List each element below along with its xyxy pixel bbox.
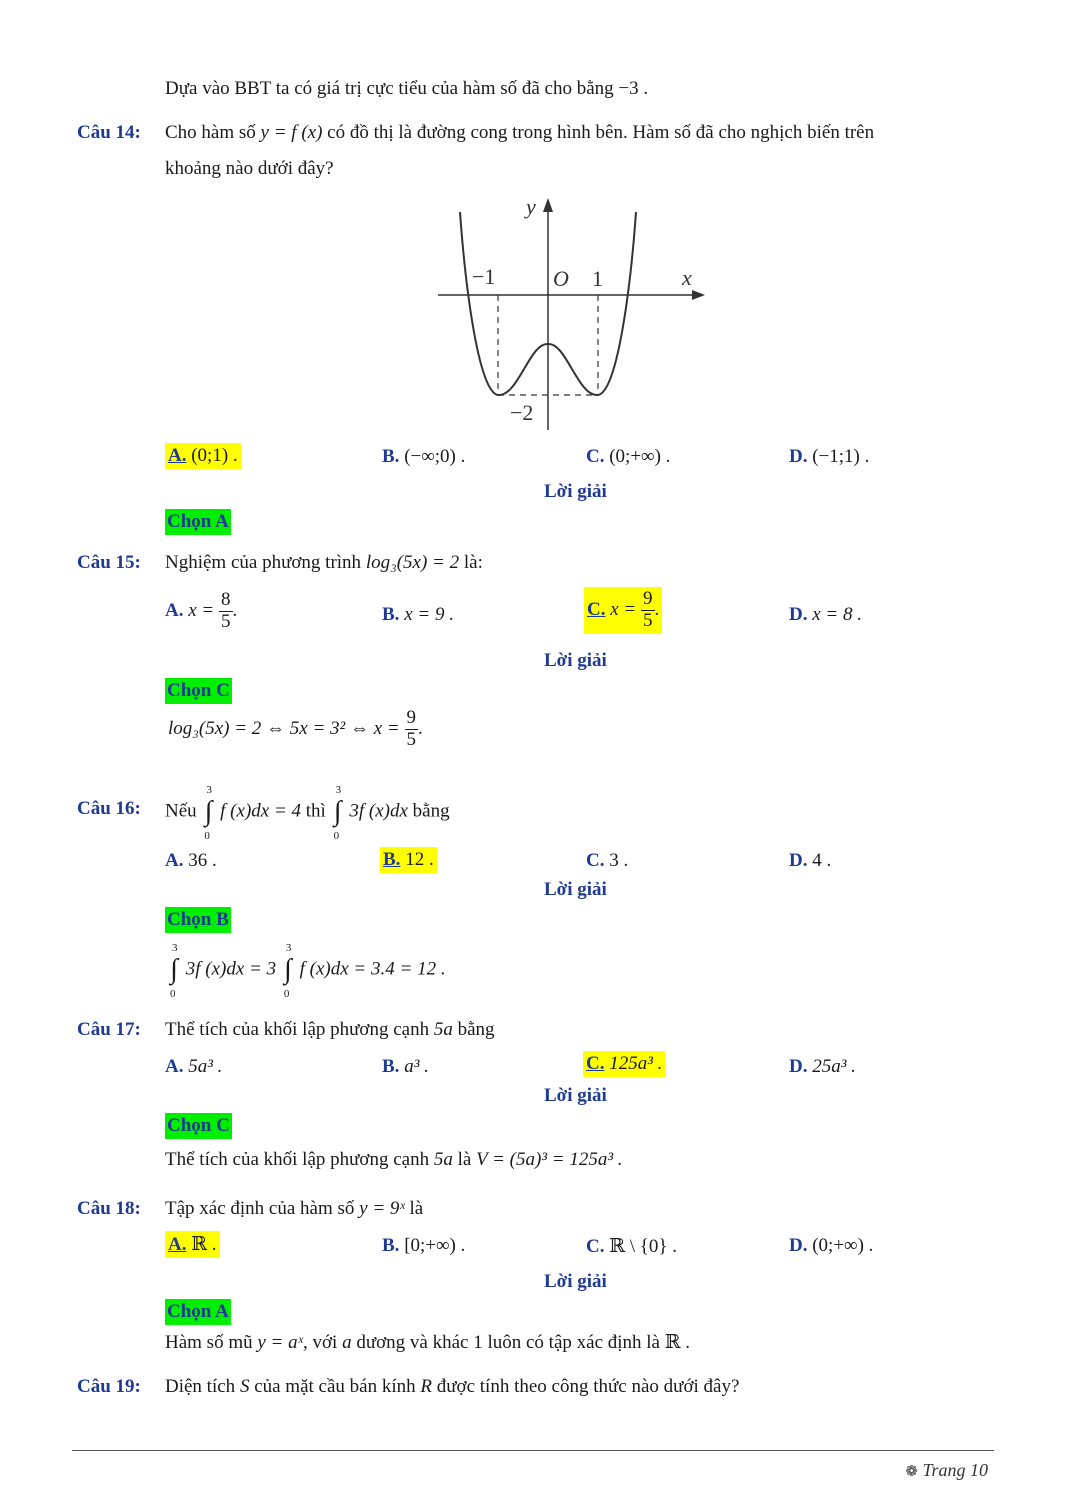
- q17-sol-eq: V = (5a)³ = 125a³ .: [476, 1149, 623, 1170]
- q14-text-pre: Cho hàm số: [165, 122, 256, 143]
- q14-graph: [430, 192, 720, 442]
- q15-sol-post: .: [418, 717, 423, 739]
- q16-text-mid: thì: [305, 800, 326, 822]
- q16-option-a[interactable]: [165, 850, 217, 872]
- q16-option-a-letter: A.: [165, 850, 184, 871]
- q17-label: Câu 17:: [77, 1019, 141, 1040]
- q19-text: [165, 1376, 739, 1398]
- intro-line: Dựa vào BBT ta có giá trị cực tiểu của hàm số đã cho bằng −3 .: [165, 78, 649, 99]
- q14-text: [165, 122, 874, 144]
- q17-sol-text: Thể tích của khối lập phương cạnh: [165, 1149, 430, 1170]
- q17-sol-var: 5a: [433, 1149, 453, 1170]
- q14-option-b-value: (−∞;0) .: [404, 446, 466, 467]
- q17-solution: [165, 1149, 623, 1171]
- page-number: Trang 10: [922, 1460, 988, 1480]
- q17-option-c-value: 125a³ .: [609, 1053, 663, 1074]
- q17-option-a-value: 5a³ .: [188, 1056, 223, 1077]
- q15-option-b[interactable]: [382, 604, 454, 626]
- q15-text-post: là:: [463, 552, 483, 573]
- q15-option-c-frac: [641, 589, 655, 632]
- q16-option-b-value: 12 .: [405, 849, 434, 870]
- q15-label: Câu 15:: [77, 552, 141, 573]
- q16-solution: [167, 942, 446, 1000]
- q16-label: Câu 16:: [77, 798, 141, 819]
- q18-option-a-value: ℝ .: [191, 1234, 217, 1255]
- q18-option-d-letter: D.: [789, 1235, 808, 1256]
- graph-tick-pos1: 1: [592, 266, 603, 291]
- q17-loi-giai: Lời giải: [544, 1085, 607, 1106]
- q17-text-main: Thể tích của khối lập phương cạnh: [165, 1019, 430, 1040]
- q16-option-c-value: 3 .: [609, 850, 629, 871]
- y-axis-arrow: [543, 198, 553, 212]
- q16-integral-2: [331, 784, 345, 842]
- q15-option-c-pre: x =: [610, 598, 637, 620]
- q14-text-post: có đồ thị là đường cong trong hình bên. Hàm số đã cho nghịch biến trên: [327, 122, 875, 143]
- q16-option-c[interactable]: [586, 850, 628, 872]
- q17-option-b-letter: B.: [382, 1056, 400, 1077]
- q18-text-main: Tập xác định của hàm số: [165, 1198, 355, 1219]
- q18-chon: Chọn A: [165, 1299, 231, 1325]
- q17-option-b-value: a³ .: [404, 1056, 429, 1077]
- q17-sol-mid: là: [457, 1149, 472, 1170]
- integral-sign-icon: ∫: [170, 954, 178, 985]
- graph-y-label: y: [526, 194, 536, 219]
- q15-option-c-post: .: [654, 598, 660, 620]
- q18-solution: [165, 1331, 690, 1354]
- q16-int2-upper: 3: [335, 784, 342, 796]
- q18-func: y = 9ˣ: [359, 1198, 405, 1219]
- q19-text-pre: Diện tích: [165, 1376, 236, 1397]
- graph-min-label: −2: [510, 400, 534, 425]
- q19-var-r: R: [420, 1376, 432, 1397]
- q16-sol-a-body: 3f (x)dx = 3: [185, 958, 277, 980]
- q19-text-mid: của mặt cầu bán kính: [254, 1376, 416, 1397]
- footer-divider: [72, 1450, 994, 1451]
- q18-option-a[interactable]: [165, 1231, 220, 1258]
- q17-option-a[interactable]: [165, 1056, 222, 1078]
- q14-option-a-value: (0;1) .: [191, 445, 238, 466]
- q15-option-c[interactable]: [584, 587, 662, 634]
- q15-option-c-letter: C.: [587, 598, 606, 620]
- q15-text-pre: Nghiệm của phương trình: [165, 552, 362, 573]
- q16-text: [165, 784, 450, 842]
- q17-option-c[interactable]: [583, 1051, 665, 1077]
- graph-x-label: x: [682, 265, 692, 290]
- q17-option-b[interactable]: [382, 1056, 429, 1078]
- q14-option-d[interactable]: [789, 446, 869, 468]
- q16-sol-b-upper: 3: [285, 942, 292, 954]
- q15-option-a-frac: [219, 590, 233, 633]
- q18-option-d[interactable]: [789, 1235, 873, 1257]
- q15-text: [165, 552, 483, 574]
- q16-chon: Chọn B: [165, 907, 231, 933]
- q15-eq: log₃(5x) = 2: [365, 552, 460, 573]
- q18-option-c-letter: C.: [586, 1236, 605, 1257]
- q15-option-c-num: 9: [643, 588, 653, 609]
- q14-option-b-letter: B.: [382, 446, 400, 467]
- q18-sol-post: dương và khác 1 luôn có tập xác định là ℝ .: [356, 1332, 691, 1353]
- q17-option-d-value: 25a³ .: [812, 1056, 856, 1077]
- x-axis-arrow: [692, 290, 705, 300]
- q18-text-post: là: [409, 1198, 424, 1219]
- q15-option-d[interactable]: [789, 604, 862, 626]
- integral-sign-icon: ∫: [333, 796, 342, 827]
- q16-option-d-letter: D.: [789, 850, 808, 871]
- q15-loi-giai: Lời giải: [544, 650, 607, 671]
- q16-sol-b-body: f (x)dx = 3.4 = 12 .: [299, 958, 446, 980]
- q15-sol-pre: log₃(5x) = 2 ⇔ 5x = 3² ⇔ x =: [168, 717, 400, 739]
- q16-text-pre: Nếu: [165, 800, 197, 822]
- q15-sol-den: 5: [406, 728, 416, 750]
- q17-option-c-letter: C.: [586, 1053, 605, 1074]
- q15-sol-num: 9: [406, 707, 416, 728]
- q15-option-d-letter: D.: [789, 604, 808, 625]
- q15-solution: [168, 708, 423, 751]
- q14-option-c-value: (0;+∞) .: [609, 446, 671, 467]
- q18-text: [165, 1198, 423, 1220]
- q14-loi-giai: Lời giải: [544, 481, 607, 502]
- q18-loi-giai: Lời giải: [544, 1271, 607, 1292]
- q18-option-b[interactable]: [382, 1235, 465, 1257]
- q16-int1-upper: 3: [206, 784, 212, 796]
- q15-option-b-letter: B.: [382, 604, 400, 625]
- q14-option-a-letter: A.: [168, 445, 187, 466]
- integral-sign-icon: ∫: [284, 954, 292, 985]
- q18-option-a-letter: A.: [168, 1234, 187, 1255]
- q18-sol-mid: , với: [302, 1332, 338, 1353]
- q16-option-d-value: 4 .: [812, 850, 832, 871]
- q19-var-s: S: [239, 1376, 250, 1397]
- q16-loi-giai: Lời giải: [544, 879, 607, 900]
- q16-option-d[interactable]: [789, 850, 831, 872]
- q18-option-b-value: [0;+∞) .: [404, 1235, 466, 1256]
- q15-option-a-den: 5: [221, 610, 231, 632]
- q16-option-c-letter: C.: [586, 850, 605, 871]
- q18-label: Câu 18:: [77, 1198, 141, 1219]
- q15-option-a-letter: A.: [165, 599, 184, 621]
- q15-option-a[interactable]: [165, 590, 237, 633]
- q16-text-post: bằng: [412, 800, 450, 822]
- q15-option-a-pre: x =: [188, 599, 215, 621]
- q15-option-d-value: x = 8 .: [812, 604, 862, 625]
- graph-origin-label: O: [553, 266, 569, 291]
- flower-icon: ❁: [905, 1464, 918, 1480]
- q19-label: Câu 19:: [77, 1376, 141, 1397]
- q18-option-d-value: (0;+∞) .: [812, 1235, 874, 1256]
- q16-option-a-value: 36 .: [188, 850, 217, 871]
- q16-sol-integral-b: [281, 942, 295, 1000]
- q16-int2-lower: 0: [333, 830, 340, 842]
- q16-sol-integral-a: [167, 942, 181, 1000]
- q16-int1-lower: 0: [204, 830, 210, 842]
- q18-option-b-letter: B.: [382, 1235, 400, 1256]
- q14-func: y = f (x): [260, 122, 323, 143]
- page-footer: [905, 1460, 988, 1481]
- q17-option-d[interactable]: [789, 1056, 856, 1078]
- q17-chon: Chọn C: [165, 1113, 232, 1139]
- q14-option-d-value: (−1;1) .: [812, 446, 870, 467]
- q15-sol-frac: [405, 708, 419, 751]
- graph-tick-neg1: −1: [472, 264, 496, 289]
- q14-chon: Chọn A: [165, 509, 231, 535]
- q16-int2-body: 3f (x)dx: [349, 800, 408, 822]
- q18-option-c-value: ℝ \ {0} .: [609, 1236, 678, 1257]
- q14-option-c[interactable]: [586, 446, 670, 468]
- q14-option-a[interactable]: [165, 443, 241, 469]
- q17-option-a-letter: A.: [165, 1056, 184, 1077]
- q18-option-c[interactable]: [586, 1235, 677, 1258]
- q16-option-b-letter: B.: [383, 849, 401, 870]
- q17-text: [165, 1019, 495, 1041]
- q15-option-c-den: 5: [643, 609, 653, 631]
- q15-option-a-num: 8: [221, 589, 231, 610]
- q18-sol-var: a: [342, 1332, 352, 1353]
- q14-option-b[interactable]: [382, 446, 465, 468]
- q15-chon: Chọn C: [165, 678, 232, 704]
- q16-sol-a-lower: 0: [170, 988, 176, 1000]
- q17-text-post: bằng: [457, 1019, 495, 1040]
- q15-option-b-value: x = 9 .: [404, 604, 454, 625]
- q16-sol-a-upper: 3: [172, 942, 178, 954]
- q18-sol-pre: Hàm số mũ: [165, 1332, 253, 1353]
- q16-int1-body: f (x)dx = 4: [220, 800, 302, 822]
- q15-option-a-post: .: [232, 599, 238, 621]
- q14-option-c-letter: C.: [586, 446, 605, 467]
- q14-text-line2: khoảng nào dưới đây?: [165, 158, 334, 179]
- q19-text-post: được tính theo công thức nào dưới đây?: [436, 1376, 740, 1397]
- q16-sol-b-lower: 0: [283, 988, 290, 1000]
- q14-option-d-letter: D.: [789, 446, 808, 467]
- q16-option-b[interactable]: [380, 847, 437, 873]
- q17-var: 5a: [433, 1019, 453, 1040]
- q16-integral-1: [201, 784, 215, 842]
- integral-sign-icon: ∫: [204, 796, 213, 827]
- q17-option-d-letter: D.: [789, 1056, 808, 1077]
- q18-sol-func: y = aˣ: [257, 1332, 303, 1353]
- q14-label: Câu 14:: [77, 122, 141, 143]
